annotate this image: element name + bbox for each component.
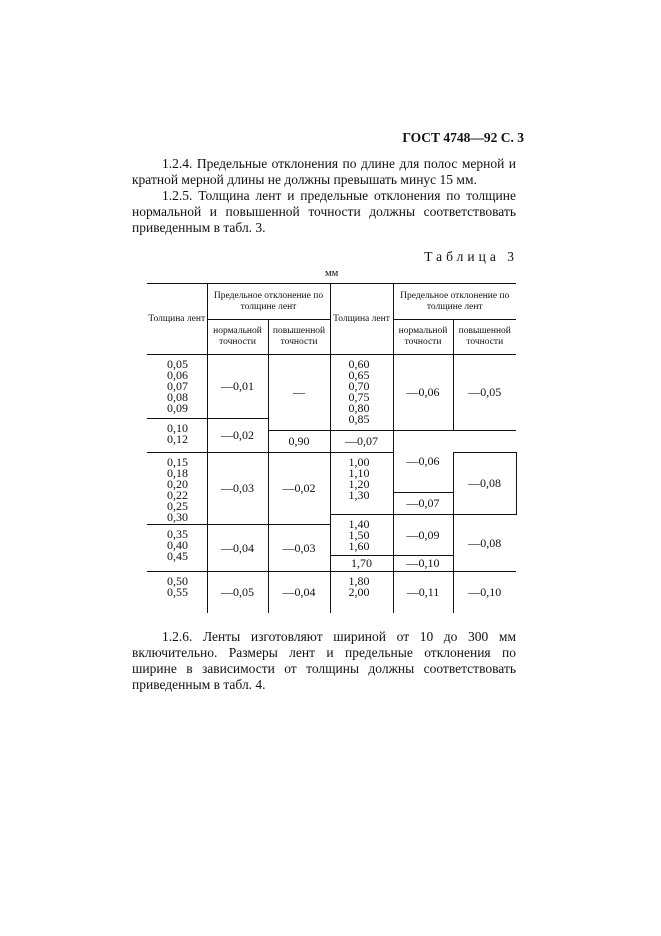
thickness-header: Толщина лент — [147, 284, 207, 355]
right-increased-r23: —0,06 — [393, 431, 453, 493]
right-thickness-group-2: 0,90 — [268, 431, 330, 453]
right-thickness-group-5: 1,70 — [330, 556, 393, 572]
page-header: ГОСТ 4748—92 С. 3 — [402, 130, 524, 145]
right-normal-r6: —0,11 — [393, 572, 453, 613]
left-thickness-group-4: 0,50 0,55 — [147, 572, 207, 613]
thickness-header-right: Толщина лент — [330, 284, 393, 355]
normal-header-right: нормальной точности — [393, 320, 453, 355]
table-caption: Таблица 3 — [424, 249, 518, 264]
right-normal-r1: —0,06 — [393, 355, 453, 431]
right-increased-r3: —0,07 — [393, 493, 453, 515]
left-thickness-group-2: 0,15 0,18 0,20 0,22 0,25 0,30 — [147, 453, 207, 525]
left-increased-g4: —0,04 — [268, 572, 330, 613]
right-increased-r6: —0,10 — [453, 572, 516, 613]
increased-header: повышенной точности — [268, 320, 330, 355]
right-increased-r45: —0,08 — [453, 515, 516, 572]
increased-header-right: повышенной точности — [453, 320, 516, 355]
left-thickness-group-1: 0,05 0,06 0,07 0,08 0,09 — [147, 355, 207, 419]
right-thickness-group-3: 1,00 1,10 1,20 1,30 — [330, 453, 393, 515]
left-increased-g12: — — [268, 355, 330, 431]
right-normal-r2: —0,07 — [330, 431, 393, 453]
right-increased-r1: —0,05 — [453, 355, 516, 431]
thickness-deviation-table — [147, 283, 517, 613]
table-unit: мм — [325, 268, 339, 279]
right-thickness-group-1: 0,60 0,65 0,70 0,75 0,80 0,85 — [330, 355, 393, 431]
left-increased-g2: —0,02 — [268, 453, 330, 525]
right-thickness-group-4: 1,40 1,50 1,60 — [330, 515, 393, 556]
left-normal-g1: —0,01 — [207, 355, 268, 419]
left-increased-g3: —0,03 — [268, 525, 330, 572]
left-normal-g2: —0,03 — [207, 453, 268, 525]
paragraph-1-2-4: 1.2.4. Предельные отклонения по длине для полос мерной и кратной мерной длины не должны превышать минус 15 мм. — [132, 156, 516, 187]
right-normal-r3: —0,08 — [453, 453, 516, 515]
right-normal-r4: —0,09 — [393, 515, 453, 556]
left-thickness-group-3: 0,35 0,40 0,45 — [147, 525, 207, 572]
normal-header: нормальной точности — [207, 320, 268, 355]
deviation-header: Предельное отклонение по толщине лент — [207, 284, 330, 320]
paragraph-1-2-5: 1.2.5. Толщина лент и предельные отклонения по толщине нормальной и повышенной точности должны соответствовать приведенным в табл. 3. — [132, 188, 516, 235]
left-normal-g1b: —0,02 — [207, 419, 268, 453]
left-thickness-group-1b: 0,10 0,12 — [147, 419, 207, 453]
paragraph-1-2-6: 1.2.6. Ленты изготовляют шириной от 10 до 300 мм включительно. Размеры лент и предельные отклонения по ширине в зависимости от толщины должны соответствовать приведенным в табл. 4. — [132, 629, 516, 692]
left-normal-g4: —0,05 — [207, 572, 268, 613]
right-thickness-group-6: 1,80 2,00 — [330, 572, 393, 613]
deviation-header-right: Предельное отклонение по толщине лент — [393, 284, 516, 320]
left-normal-g3: —0,04 — [207, 525, 268, 572]
right-normal-r5: —0,10 — [393, 556, 453, 572]
